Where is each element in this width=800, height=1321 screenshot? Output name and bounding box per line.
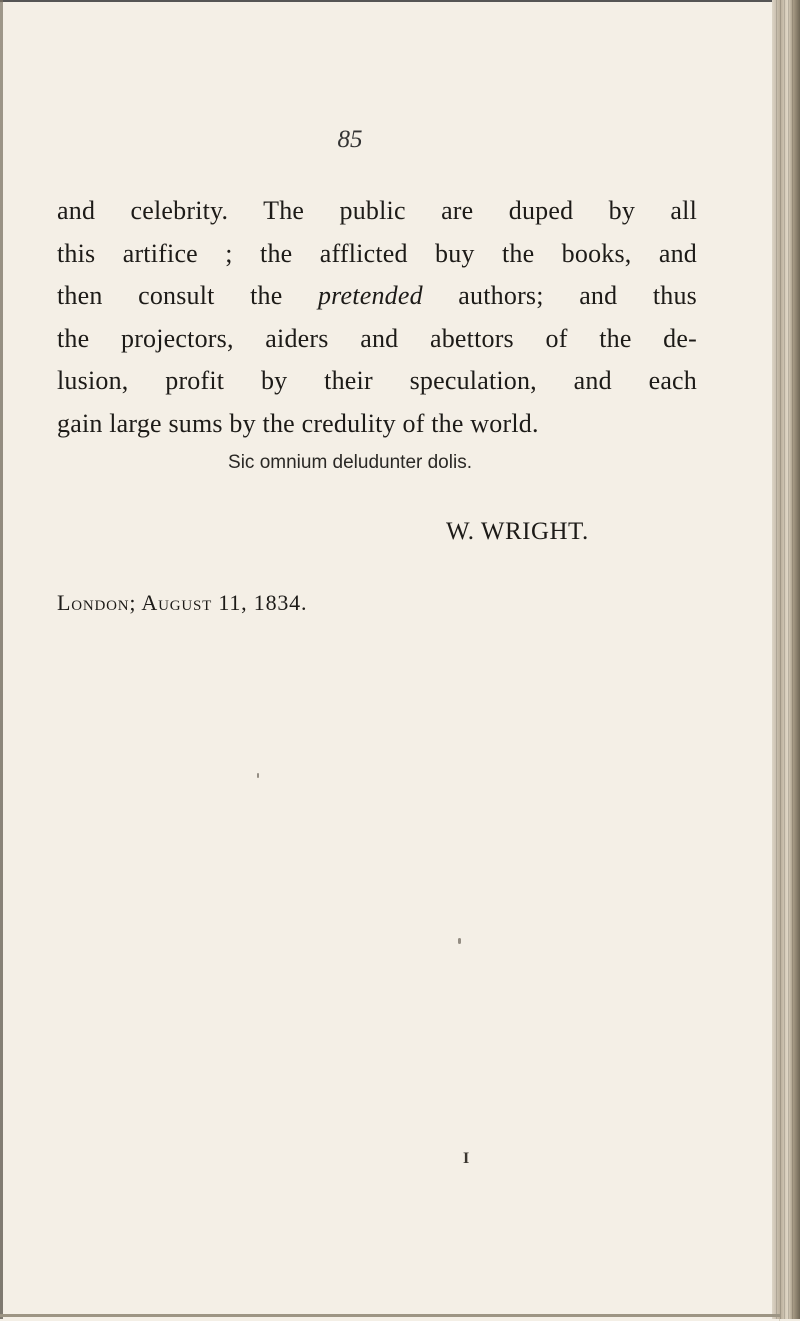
ink-speck [458, 938, 461, 944]
text-line-2: this artifice ; the afflicted buy the books, and [57, 238, 697, 268]
text-line-3-end: authors; and thus [422, 281, 697, 310]
text-line-6: gain large sums by the credulity of the world. [57, 408, 539, 438]
printer-signature-mark: I [463, 1150, 470, 1167]
text-line-1: and celebrity. The public are duped by all [57, 196, 697, 225]
text-line-3 [57, 275, 697, 318]
dateline: London; August 11, 1834. [57, 590, 308, 615]
text-line-4: the projectors, aiders and abettors of the de- [57, 323, 697, 353]
page-number: 85 [337, 126, 363, 153]
emphasized-word: pretended [317, 281, 423, 310]
author-signature: W. WRIGHT. [446, 518, 589, 545]
page-edge-lines [776, 0, 796, 1319]
page-left-edge [0, 0, 3, 1319]
text-line-3-start: then consult the [57, 281, 318, 310]
body-paragraph [57, 190, 697, 445]
latin-motto: Sic omnium deludunter dolis. [228, 452, 472, 473]
ink-speck [257, 773, 259, 778]
text-line-5: lusion, profit by their speculation, and each [57, 366, 697, 395]
page-bottom-rule [0, 1314, 780, 1317]
